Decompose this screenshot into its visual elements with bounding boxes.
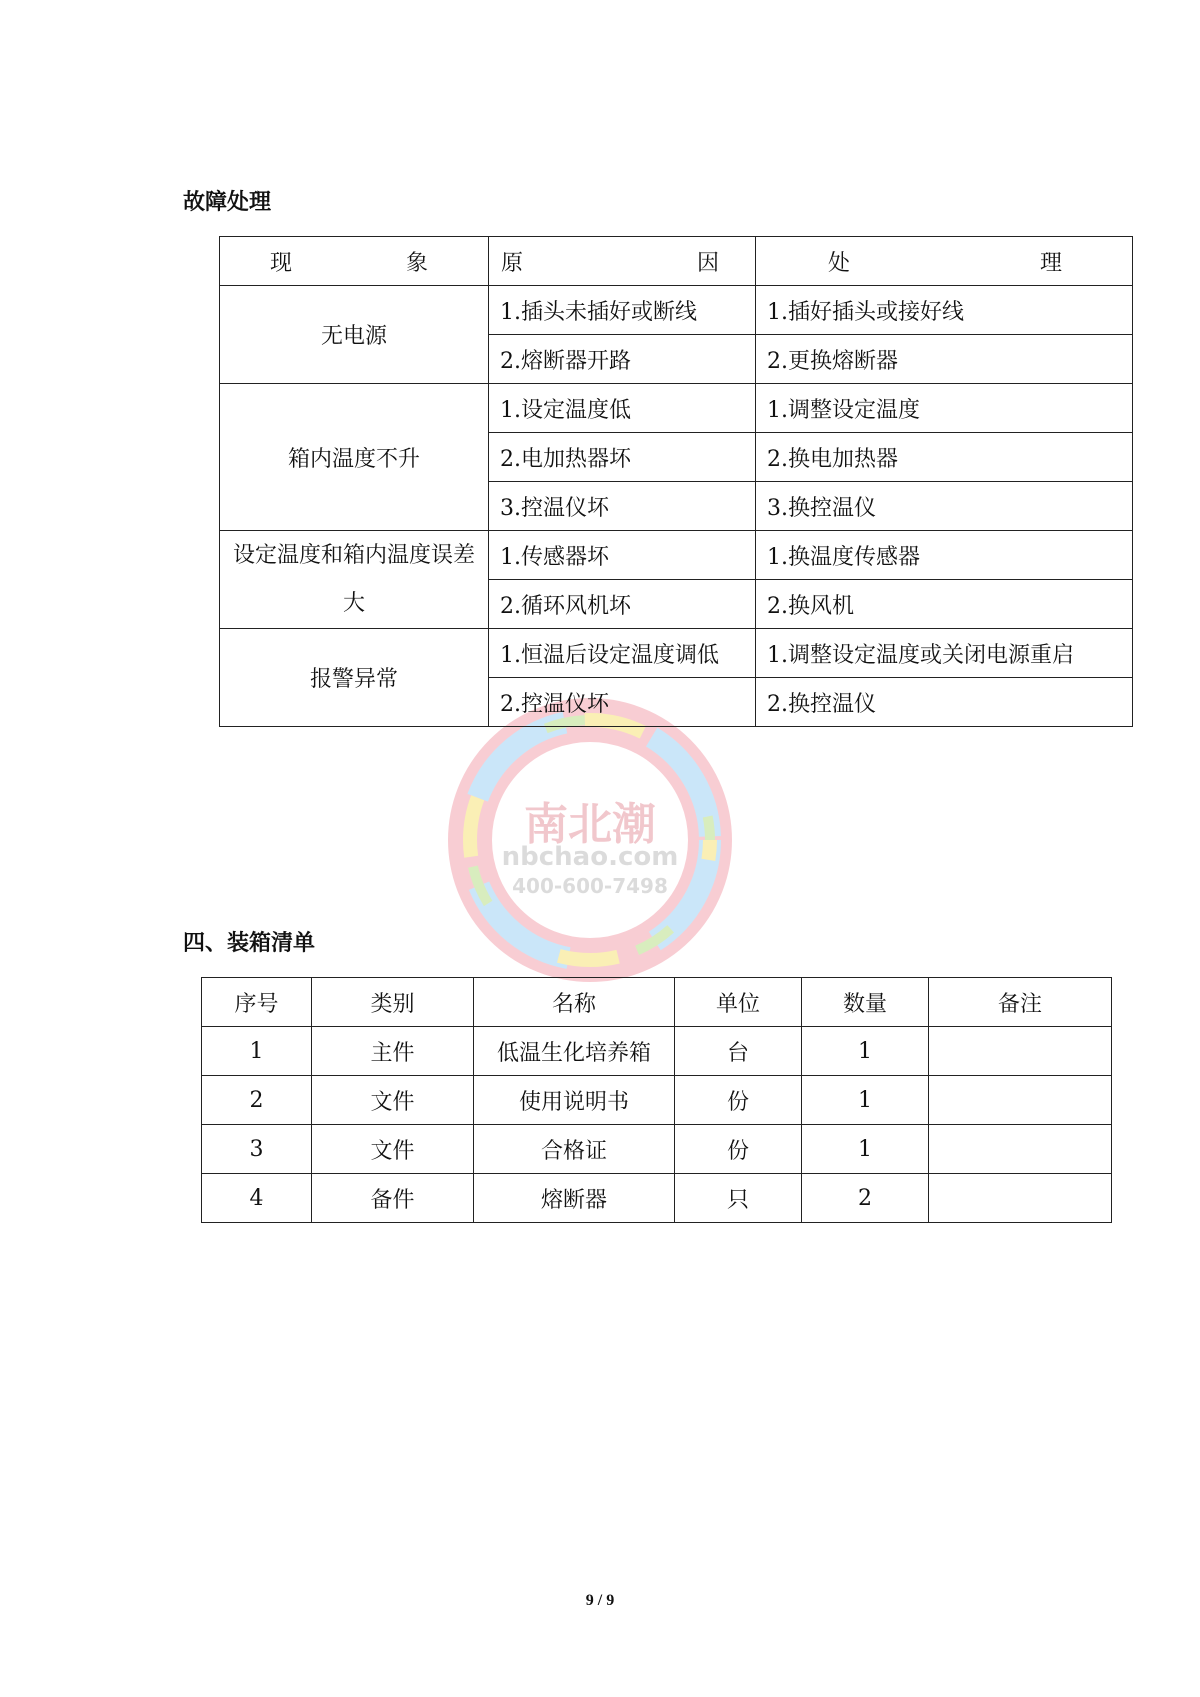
cause-cell: 1.设定温度低	[489, 384, 756, 433]
unit-cell: 份	[675, 1076, 802, 1125]
category-cell: 文件	[312, 1125, 474, 1174]
action-cell: 1.换温度传感器	[756, 531, 1133, 580]
index-cell: 1	[202, 1027, 312, 1076]
item-name-cell: 合格证	[474, 1125, 675, 1174]
item-name-cell: 熔断器	[474, 1174, 675, 1223]
action-cell: 1.调整设定温度	[756, 384, 1133, 433]
action-cell: 2.换电加热器	[756, 433, 1133, 482]
category-cell: 主件	[312, 1027, 474, 1076]
symptom-cell: 报警异常	[220, 629, 489, 727]
item-name-cell: 使用说明书	[474, 1076, 675, 1125]
action-cell: 3.换控温仪	[756, 482, 1133, 531]
cause-cell: 2.电加热器坏	[489, 433, 756, 482]
table-row	[220, 531, 1133, 580]
header-item-name: 名称	[474, 978, 675, 1027]
symptom-cell: 箱内温度不升	[220, 384, 489, 531]
symptom-cell: 设定温度和箱内温度误差大	[220, 531, 489, 629]
table-row	[202, 1125, 1112, 1174]
quantity-cell: 1	[802, 1027, 929, 1076]
header-cause: 原因	[489, 237, 756, 286]
category-cell: 文件	[312, 1076, 474, 1125]
remarks-cell	[929, 1027, 1112, 1076]
category-cell: 备件	[312, 1174, 474, 1223]
symptom-cell: 无电源	[220, 286, 489, 384]
header-unit: 单位	[675, 978, 802, 1027]
cause-cell: 1.传感器坏	[489, 531, 756, 580]
cause-cell: 3.控温仪坏	[489, 482, 756, 531]
header-symptom: 现象	[220, 237, 489, 286]
table-row	[220, 384, 1133, 433]
action-cell: 2.换控温仪	[756, 678, 1133, 727]
fault-table-header	[220, 237, 1133, 286]
header-quantity: 数量	[802, 978, 929, 1027]
table-row	[220, 629, 1133, 678]
cause-cell: 2.熔断器开路	[489, 335, 756, 384]
item-name-cell: 低温生化培养箱	[474, 1027, 675, 1076]
action-cell: 1.插好插头或接好线	[756, 286, 1133, 335]
header-index: 序号	[202, 978, 312, 1027]
quantity-cell: 2	[802, 1174, 929, 1223]
table-row	[202, 1027, 1112, 1076]
cause-cell: 1.插头未插好或断线	[489, 286, 756, 335]
cause-cell: 1.恒温后设定温度调低	[489, 629, 756, 678]
fault-section-title: 故障处理	[183, 190, 272, 215]
packing-table	[201, 977, 1112, 1223]
unit-cell: 台	[675, 1027, 802, 1076]
table-row	[202, 1076, 1112, 1125]
remarks-cell	[929, 1076, 1112, 1125]
packing-section-title: 四、装箱清单	[183, 931, 316, 956]
quantity-cell: 1	[802, 1125, 929, 1174]
cause-cell: 2.循环风机坏	[489, 580, 756, 629]
table-row	[220, 286, 1133, 335]
action-cell: 2.换风机	[756, 580, 1133, 629]
header-action: 处理	[756, 237, 1133, 286]
quantity-cell: 1	[802, 1076, 929, 1125]
fault-table	[219, 236, 1133, 727]
page-number: 9 / 9	[585, 1592, 615, 1609]
watermark-phone: 400-600-7498	[512, 874, 668, 898]
action-cell: 2.更换熔断器	[756, 335, 1133, 384]
index-cell: 3	[202, 1125, 312, 1174]
header-remarks: 备注	[929, 978, 1112, 1027]
index-cell: 2	[202, 1076, 312, 1125]
remarks-cell	[929, 1174, 1112, 1223]
header-category: 类别	[312, 978, 474, 1027]
cause-cell: 2.控温仪坏	[489, 678, 756, 727]
action-cell: 1.调整设定温度或关闭电源重启	[756, 629, 1133, 678]
unit-cell: 只	[675, 1174, 802, 1223]
watermark-brand: 南北潮	[524, 799, 656, 850]
index-cell: 4	[202, 1174, 312, 1223]
watermark-logo	[380, 690, 800, 990]
packing-table-header	[202, 978, 1112, 1027]
unit-cell: 份	[675, 1125, 802, 1174]
remarks-cell	[929, 1125, 1112, 1174]
watermark-site: nbchao.com	[501, 842, 679, 872]
table-row	[202, 1174, 1112, 1223]
